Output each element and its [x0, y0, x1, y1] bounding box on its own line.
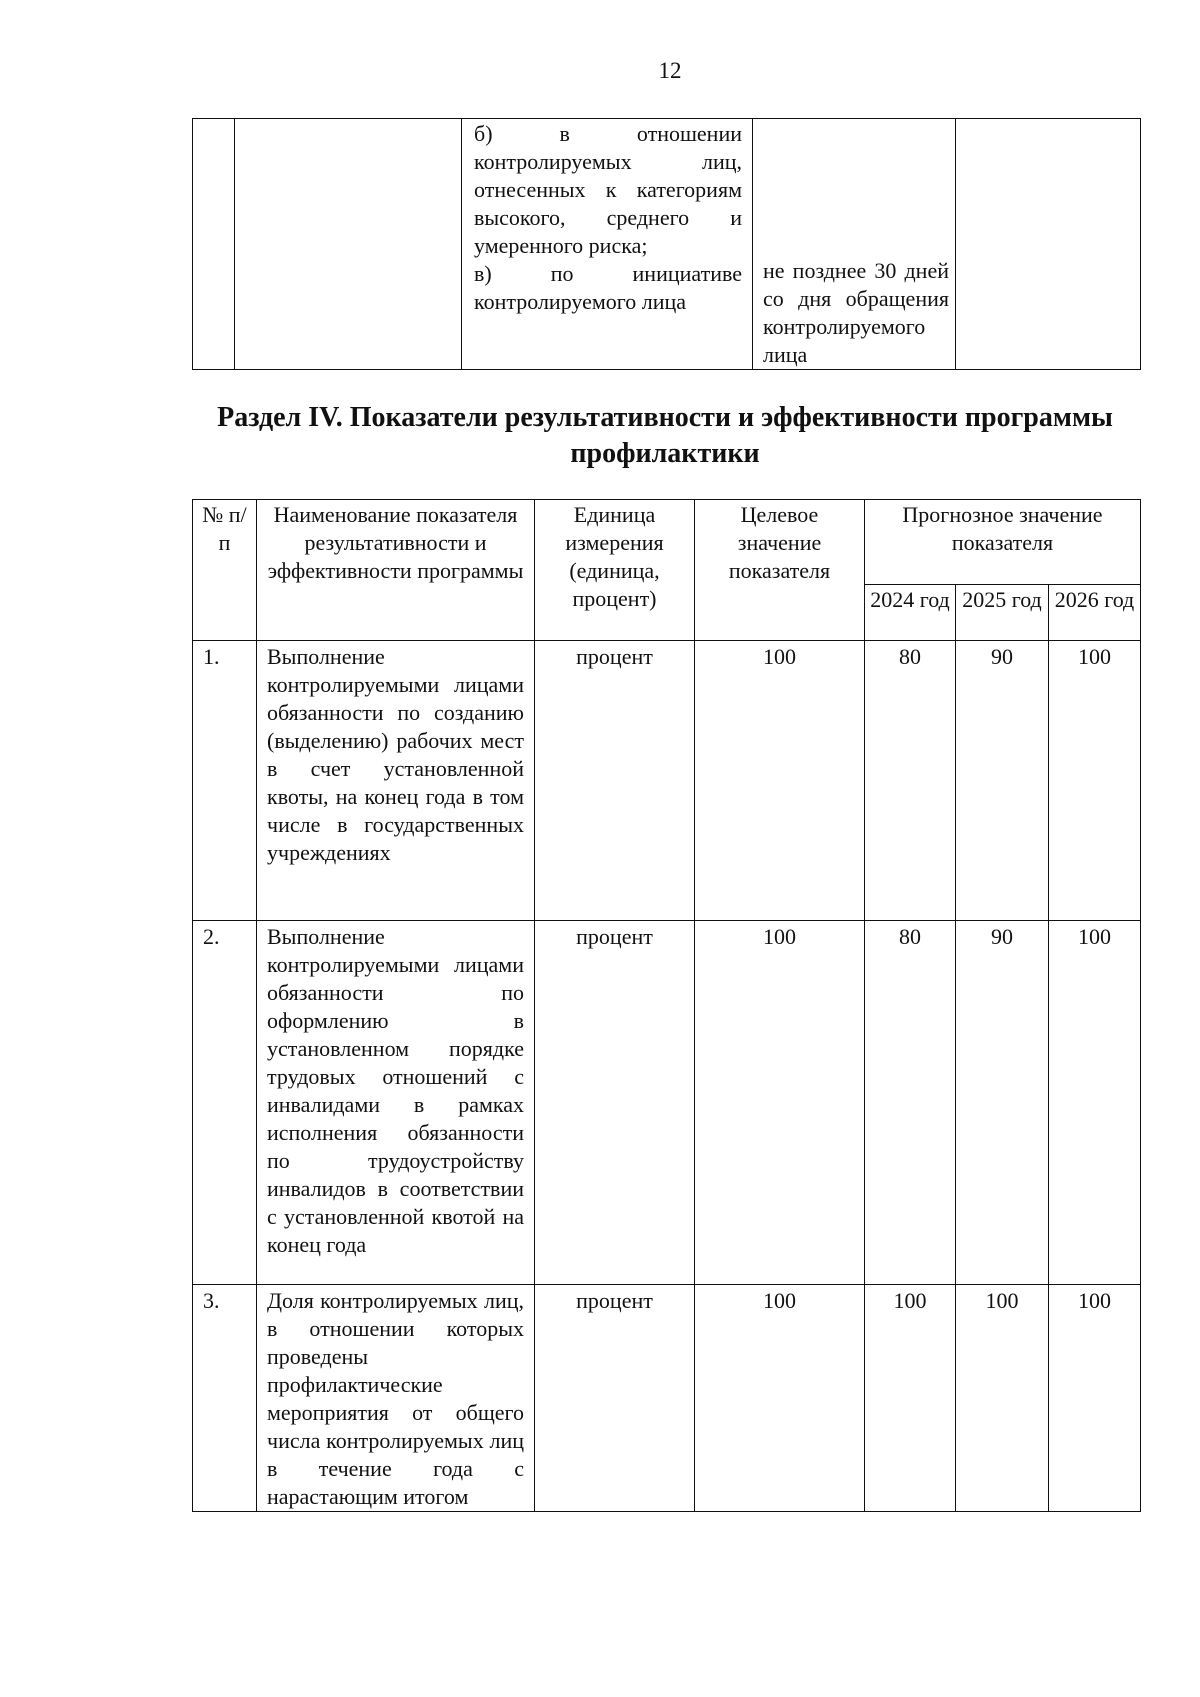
row-num: 3. — [193, 1285, 257, 1512]
table-row — [193, 1285, 1141, 1512]
continuation-table — [192, 118, 1141, 370]
row-num: 2. — [193, 921, 257, 1285]
section-title-line2: профилактики — [570, 438, 760, 469]
table-row — [193, 641, 1141, 921]
cont-item-b: б) в отношении контролируемых лиц, отнесенных к категориям высокого, среднего и умеренного риска; — [474, 121, 742, 258]
row-target: 100 — [695, 1285, 865, 1512]
row-2024: 80 — [865, 641, 956, 921]
row-2026: 100 — [1049, 1285, 1141, 1512]
row-target: 100 — [695, 921, 865, 1285]
row-unit: процент — [535, 641, 695, 921]
row-2025: 100 — [956, 1285, 1049, 1512]
header-year-2026: 2026 год — [1049, 585, 1141, 641]
cont-cell-responsible — [956, 119, 1141, 370]
row-2026: 100 — [1049, 641, 1141, 921]
header-year-2025: 2025 год — [956, 585, 1049, 641]
section-title — [190, 400, 1140, 472]
cont-cell-name — [235, 119, 462, 370]
header-target: Целевое значение показателя — [695, 500, 865, 641]
header-name: Наименование показателя результативности и эффективности программы — [257, 500, 535, 641]
header-forecast: Прогнозное значение показателя — [865, 500, 1141, 585]
cont-cell-methods — [462, 119, 753, 370]
row-name: Выполнение контролируемыми лицами обязанности по оформлению в установленном порядке трудовых отношений с инвалидами в рамках исполнения обязанности по трудоустройству инвалидов в соответствии с установленной квотой на конец года — [257, 921, 535, 1285]
row-name: Доля контролируемых лиц, в отношении которых проведены профилактические мероприятия от общего числа контролируемых лиц в течение года с нарастающим итогом — [257, 1285, 535, 1512]
row-target: 100 — [695, 641, 865, 921]
header-num: № п/п — [193, 500, 257, 641]
cont-item-v: в) по инициативе контролируемого лица — [474, 261, 742, 314]
cont-cell-deadline: не позднее 30 дней со дня обращения контролируемого лица — [753, 119, 956, 370]
header-year-2024: 2024 год — [865, 585, 956, 641]
table-row — [193, 921, 1141, 1285]
row-2025: 90 — [956, 641, 1049, 921]
row-2024: 80 — [865, 921, 956, 1285]
row-2024: 100 — [865, 1285, 956, 1512]
section-title-line1: Раздел IV. Показатели результативности и эффективности программы — [217, 402, 1113, 433]
header-unit: Единица измерения (единица, процент) — [535, 500, 695, 641]
row-num: 1. — [193, 641, 257, 921]
row-2025: 90 — [956, 921, 1049, 1285]
row-name: Выполнение контролируемыми лицами обязанности по созданию (выделению) рабочих мест в счет установленной квоты, на конец года в том числе в государственных учреждениях — [257, 641, 535, 921]
row-unit: процент — [535, 1285, 695, 1512]
indicators-table — [192, 499, 1141, 1512]
cont-cell-num — [193, 119, 235, 370]
row-2026: 100 — [1049, 921, 1141, 1285]
row-unit: процент — [535, 921, 695, 1285]
page-number: 12 — [658, 58, 682, 83]
